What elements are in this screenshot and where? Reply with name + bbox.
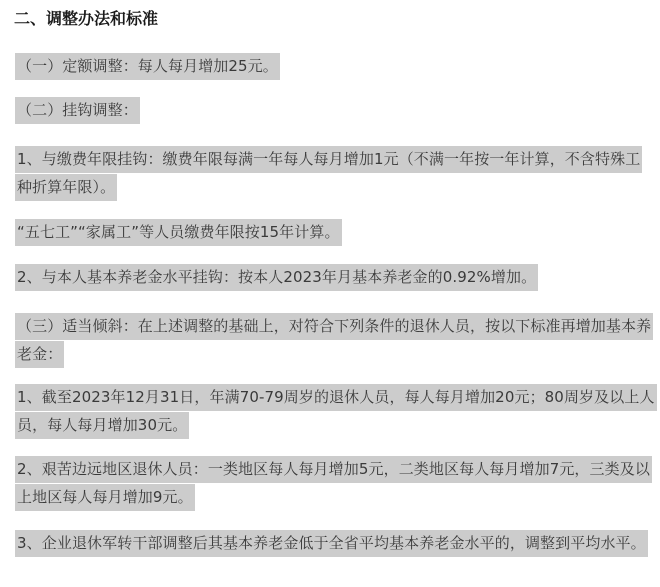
- highlighted-text: 2、艰苦边远地区退休人员：一类地区每人每月增加5元，二类地区每人每月增加7元，三类及以上地区每人每月增加9元。: [15, 456, 652, 511]
- paragraph-remote-areas: [15, 455, 655, 511]
- paragraph-pension-level: [15, 263, 538, 291]
- paragraph-appropriate-tilt: [15, 312, 655, 368]
- paragraph-age-increase: [15, 383, 655, 439]
- paragraph-linked-adjustment: [15, 96, 140, 124]
- paragraph-military-cadres: [15, 529, 655, 557]
- highlighted-text: （一）定额调整：每人每月增加25元。: [15, 53, 280, 80]
- paragraph-special-workers: [15, 218, 342, 246]
- highlighted-text: 1、与缴费年限挂钩：缴费年限每满一年每人每月增加1元（不满一年按一年计算，不含特殊工种折算年限）。: [15, 146, 642, 201]
- paragraph-contribution-years: [15, 145, 655, 201]
- highlighted-text: “五七工”“家属工”等人员缴费年限按15年计算。: [15, 219, 342, 246]
- highlighted-text: 2、与本人基本养老金水平挂钩：按本人2023年月基本养老金的0.92%增加。: [15, 264, 538, 291]
- highlighted-text: （二）挂钩调整：: [15, 97, 140, 124]
- highlighted-text: 3、企业退休军转干部调整后其基本养老金低于全省平均基本养老金水平的，调整到平均水平。: [15, 530, 648, 557]
- highlighted-text: （三）适当倾斜：在上述调整的基础上，对符合下列条件的退休人员，按以下标准再增加基本养老金：: [15, 313, 653, 368]
- paragraph-fixed-adjustment: [15, 52, 280, 80]
- highlighted-text: 1、截至2023年12月31日，年满70-79周岁的退休人员，每人每月增加20元；80周岁及以上人员，每人每月增加30元。: [15, 384, 657, 439]
- section-heading: 二、调整办法和标准: [14, 9, 159, 28]
